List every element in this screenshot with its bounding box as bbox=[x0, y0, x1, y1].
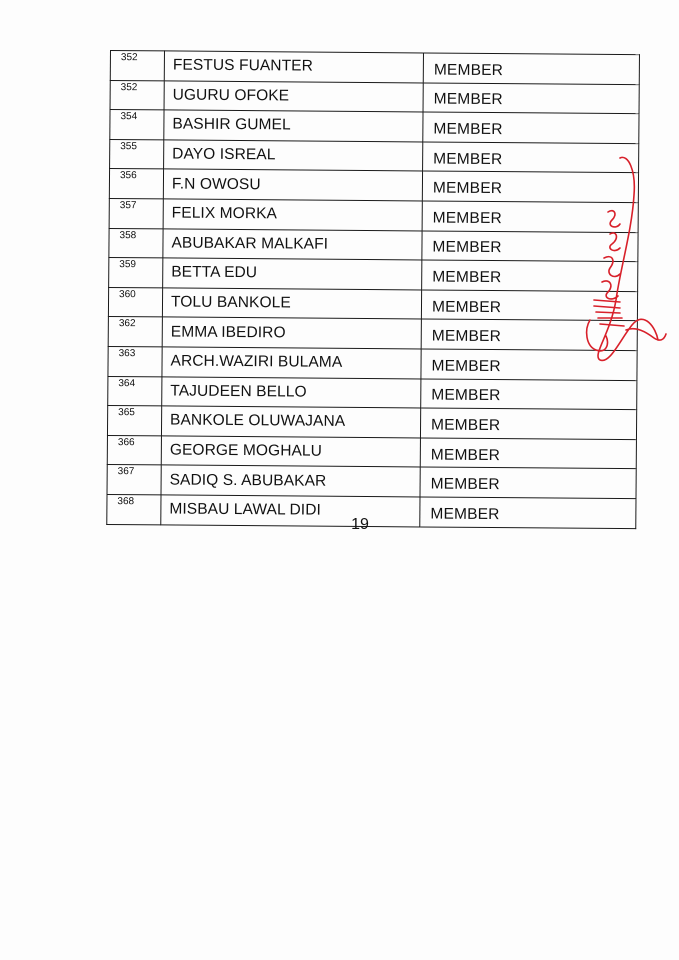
table-row bbox=[110, 139, 639, 173]
serial-number-cell: 359 bbox=[109, 258, 163, 288]
member-name-cell: ABUBAKAR MALKAFI bbox=[163, 228, 422, 260]
serial-number-cell: 352 bbox=[110, 51, 164, 81]
table-row bbox=[108, 317, 637, 351]
member-role-cell: MEMBER bbox=[420, 497, 636, 528]
serial-number-cell: 356 bbox=[109, 169, 163, 199]
member-name-cell: DAYO ISREAL bbox=[164, 140, 423, 172]
serial-number-cell: 365 bbox=[107, 406, 161, 436]
serial-number-cell: 364 bbox=[108, 376, 162, 406]
serial-number-cell: 354 bbox=[110, 110, 164, 140]
member-name-cell: BETTA EDU bbox=[163, 258, 422, 290]
serial-number-cell: 355 bbox=[110, 139, 164, 169]
member-role-cell: MEMBER bbox=[423, 53, 639, 84]
serial-number-cell: 367 bbox=[107, 465, 161, 495]
signature-tail bbox=[626, 329, 666, 340]
table-row bbox=[110, 80, 639, 114]
serial-number-cell: 363 bbox=[108, 346, 162, 376]
member-role-cell: MEMBER bbox=[423, 112, 639, 143]
table-row bbox=[107, 406, 636, 440]
member-role-cell: MEMBER bbox=[423, 83, 639, 114]
serial-number-cell: 360 bbox=[108, 287, 162, 317]
signature-zigzag bbox=[594, 300, 624, 326]
member-name-cell: BASHIR GUMEL bbox=[164, 110, 423, 142]
member-name-cell: MISBAU LAWAL DIDI bbox=[161, 495, 420, 527]
member-name-cell: FELIX MORKA bbox=[163, 199, 422, 231]
serial-number-cell: 358 bbox=[109, 228, 163, 258]
member-name-cell: FESTUS FUANTER bbox=[164, 51, 423, 83]
member-role-cell: MEMBER bbox=[420, 408, 636, 439]
member-name-cell: BANKOLE OLUWAJANA bbox=[161, 406, 420, 438]
table-row bbox=[108, 376, 637, 410]
member-role-cell: MEMBER bbox=[421, 319, 637, 350]
member-role-cell: MEMBER bbox=[422, 201, 638, 232]
member-role-cell: MEMBER bbox=[420, 438, 636, 469]
table-row bbox=[110, 110, 639, 144]
serial-number-cell: 357 bbox=[109, 198, 163, 228]
member-role-cell: MEMBER bbox=[420, 467, 636, 498]
member-name-cell: UGURU OFOKE bbox=[164, 81, 423, 113]
page-number: 19 bbox=[351, 516, 369, 533]
member-role-cell: MEMBER bbox=[422, 260, 638, 291]
member-name-cell: TAJUDEEN BELLO bbox=[162, 376, 421, 408]
table-row bbox=[107, 465, 636, 499]
member-role-cell: MEMBER bbox=[421, 378, 637, 409]
member-name-cell: EMMA IBEDIRO bbox=[162, 317, 421, 349]
member-role-cell: MEMBER bbox=[422, 171, 638, 202]
member-role-cell: MEMBER bbox=[423, 142, 639, 173]
member-role-cell: MEMBER bbox=[421, 349, 637, 380]
table-row bbox=[109, 169, 638, 203]
serial-number-cell: 366 bbox=[107, 435, 161, 465]
table-row bbox=[109, 258, 638, 292]
member-name-cell: GEORGE MOGHALU bbox=[161, 436, 420, 468]
signature-upper-scribble bbox=[608, 211, 620, 251]
member-name-cell: SADIQ S. ABUBAKAR bbox=[161, 465, 420, 497]
member-name-cell: F.N OWOSU bbox=[163, 169, 422, 201]
table-row bbox=[108, 346, 637, 380]
handwritten-signature bbox=[580, 150, 670, 370]
members-table-container bbox=[106, 50, 618, 528]
member-name-cell: TOLU BANKOLE bbox=[162, 288, 421, 320]
member-role-cell: MEMBER bbox=[422, 231, 638, 262]
serial-number-cell: 362 bbox=[108, 317, 162, 347]
table-row bbox=[109, 228, 638, 262]
member-name-cell: ARCH.WAZIRI BULAMA bbox=[162, 347, 421, 379]
serial-number-cell: 368 bbox=[107, 494, 161, 524]
members-table bbox=[106, 50, 640, 529]
members-table-body bbox=[107, 51, 640, 529]
table-row bbox=[107, 435, 636, 469]
table-row bbox=[109, 198, 638, 232]
member-role-cell: MEMBER bbox=[421, 290, 637, 321]
serial-number-cell: 352 bbox=[110, 80, 164, 110]
table-row bbox=[110, 51, 639, 85]
table-row bbox=[108, 287, 637, 321]
